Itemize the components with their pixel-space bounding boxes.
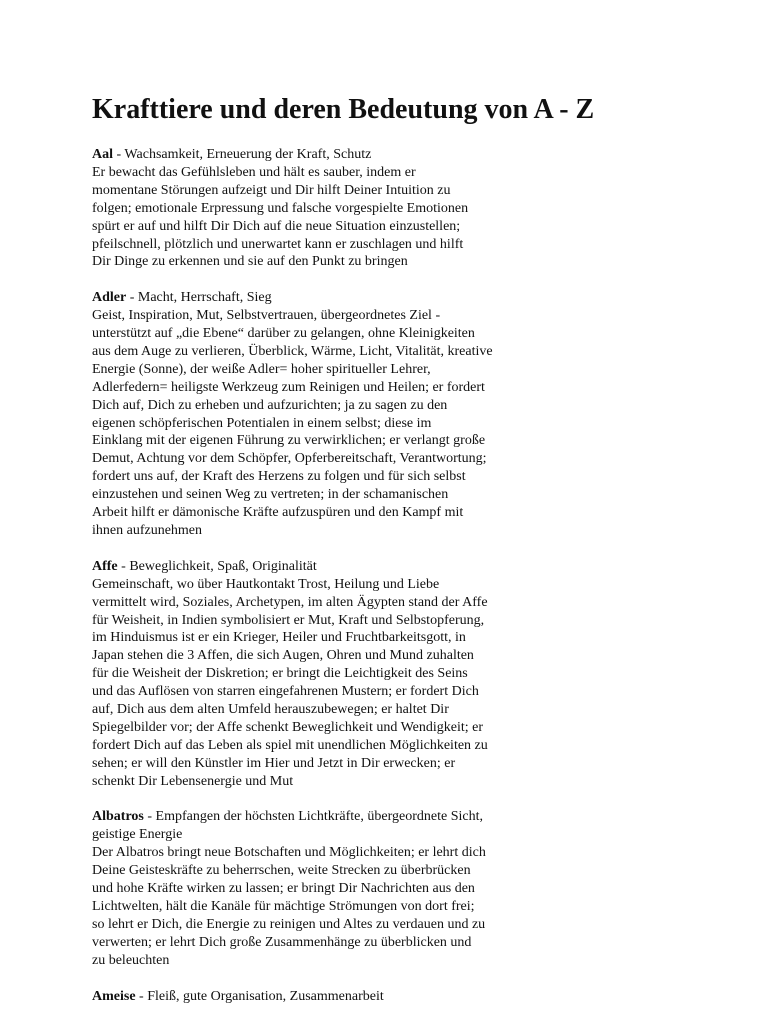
entry-name: Adler (92, 290, 127, 306)
entry-text-line: schenkt Dir Lebensenergie und Mut (92, 773, 294, 789)
entry-text-line: geistige Energie (92, 827, 183, 843)
entry-text-line: momentane Störungen aufzeigt und Dir hilft Deiner Intuition zu (92, 182, 451, 198)
entry-text-line: eigenen schöpferischen Potentialen in einem selbst; diese im (92, 415, 432, 431)
entry-separator: - (113, 147, 125, 162)
entry-heading (92, 146, 552, 164)
entry-text-line: verwerten; er lehrt Dich große Zusammenhänge zu überblicken und (92, 934, 472, 950)
entry-text-line: folgen; emotionale Erpressung und falsche vorgespielte Emotionen (92, 200, 469, 216)
entry-text-line: Dich auf, Dich zu erheben und aufzurichten; ja zu sagen zu den (92, 397, 448, 413)
entry-text-line: fordert uns auf, der Kraft des Herzens zu folgen und für sich selbst (92, 469, 466, 485)
entry-heading (92, 808, 552, 826)
entry-text-line: einzustehen und seinen Weg zu vertreten; in der schamanischen (92, 487, 449, 503)
entry-text-line: Demut, Achtung vor dem Schöpfer, Opferbereitschaft, Verantwortung; (92, 451, 487, 467)
entry-text-line: spürt er auf und hilft Dir Dich auf die neue Situation einzustellen; (92, 218, 461, 234)
entry-heading (92, 558, 552, 576)
document-page (92, 92, 595, 1023)
entry-separator: - (117, 558, 130, 574)
entry-text-line: ihnen aufzunehmen (92, 523, 203, 539)
entry-keywords: Beweglichkeit, Spaß, Originalität (129, 558, 317, 574)
entry-keywords: Macht, Herrschaft, Sieg (137, 290, 272, 306)
entry-heading (92, 988, 552, 1006)
entry-heading (92, 289, 552, 307)
entry-text-line: im Hinduismus ist er ein Krieger, Heiler und Fruchtbarkeitsgott, in (92, 630, 466, 646)
entry-keywords: Fleiß, gute Organisation, Zusammenarbeit (147, 988, 384, 1004)
entry-keywords: Empfangen der höchsten Lichtkräfte, übergeordnete Sicht, (155, 809, 483, 825)
entry-text-line: unterstützt auf „die Ebene“ darüber zu gelangen, ohne Kleinigkeiten (92, 326, 475, 342)
entry-text-line: sehen; er will den Künstler im Hier und Jetzt in Dir erwecken; er (92, 755, 456, 771)
entry-text-line: Einklang mit der eigenen Führung zu verwirklichen; er verlangt große (92, 433, 486, 449)
entry-text-line: Der Albatros bringt neue Botschaften und Möglichkeiten; er lehrt dich (92, 845, 486, 861)
entry-text-line: aus dem Auge zu verlieren, Überblick, Wärme, Licht, Vitalität, kreative (92, 343, 493, 359)
entry-albatros (92, 808, 552, 969)
entry-separator: - (126, 290, 138, 306)
entry-adler (92, 289, 552, 540)
entry-text-line: Adlerfedern= heiligste Werkzeug zum Reinigen und Heilen; er fordert (92, 379, 485, 395)
page-title: Krafttiere und deren Bedeutung von A - Z (92, 94, 595, 125)
entry-text-line: Geist, Inspiration, Mut, Selbstvertrauen, übergeordnetes Ziel - (92, 308, 441, 324)
entry-name: Affe (92, 558, 118, 574)
entry-affe (92, 558, 552, 791)
entry-text-line: Lichtwelten, hält die Kanäle für mächtige Strömungen von dort frei; (92, 899, 475, 915)
entry-name: Albatros (92, 809, 144, 825)
entry-text-line: fordert Dich auf das Leben als spiel mit unendlichen Möglichkeiten zu (92, 737, 488, 753)
entry-name: Aal (92, 147, 113, 162)
entry-text-line: Arbeit hilft er dämonische Kräfte aufzuspüren und den Kampf mit (92, 505, 464, 521)
entry-text-line: so lehrt er Dich, die Energie zu reinigen und Altes zu verdauen und zu (92, 916, 486, 932)
entry-text-line: Japan stehen die 3 Affen, die sich Augen, Ohren und Mund zuhalten (92, 648, 474, 664)
entry-text-line: Energie (Sonne), der weiße Adler= hoher spiritueller Lehrer, (92, 361, 431, 377)
entry-aal (92, 146, 552, 271)
entry-name: Ameise (92, 988, 136, 1004)
entry-text-line: pfeilschnell, plötzlich und unerwartet kann er zuschlagen und hilft (92, 236, 464, 252)
entry-keywords: Wachsamkeit, Erneuerung der Kraft, Schutz (124, 147, 372, 162)
entry-text-line: und hohe Kräfte wirken zu lassen; er bringt Dir Nachrichten aus den (92, 881, 475, 897)
entry-list (92, 146, 552, 1005)
entry-text-line: Deine Geisteskräfte zu beherrschen, weite Strecken zu überbrücken (92, 863, 471, 879)
entry-separator: - (135, 988, 148, 1004)
entry-text-line: vermittelt wird, Soziales, Archetypen, im alten Ägypten stand der Affe (92, 594, 488, 610)
entry-text-line: Dir Dinge zu erkennen und sie auf den Punkt zu bringen (92, 254, 408, 270)
entry-text-line: Gemeinschaft, wo über Hautkontakt Trost, Heilung und Liebe (92, 576, 440, 592)
entry-separator: - (143, 809, 156, 825)
entry-text-line: zu beleuchten (92, 952, 170, 968)
entry-text-line: und das Auflösen von starren eingefahrenen Mustern; er fordert Dich (92, 684, 479, 700)
entry-text-line: für die Weisheit der Diskretion; er bringt die Leichtigkeit des Seins (92, 666, 468, 682)
entry-text-line: auf, Dich aus dem alten Umfeld herauszubewegen; er haltet Dir (92, 702, 449, 718)
entry-text-line: Er bewacht das Gefühlsleben und hält es sauber, indem er (92, 164, 416, 180)
entry-ameise (92, 988, 552, 1006)
entry-text-line: für Weisheit, in Indien symbolisiert er Mut, Kraft und Selbstopferung, (92, 612, 485, 628)
entry-text-line: Spiegelbilder vor; der Affe schenkt Beweglichkeit und Wendigkeit; er (92, 719, 484, 735)
